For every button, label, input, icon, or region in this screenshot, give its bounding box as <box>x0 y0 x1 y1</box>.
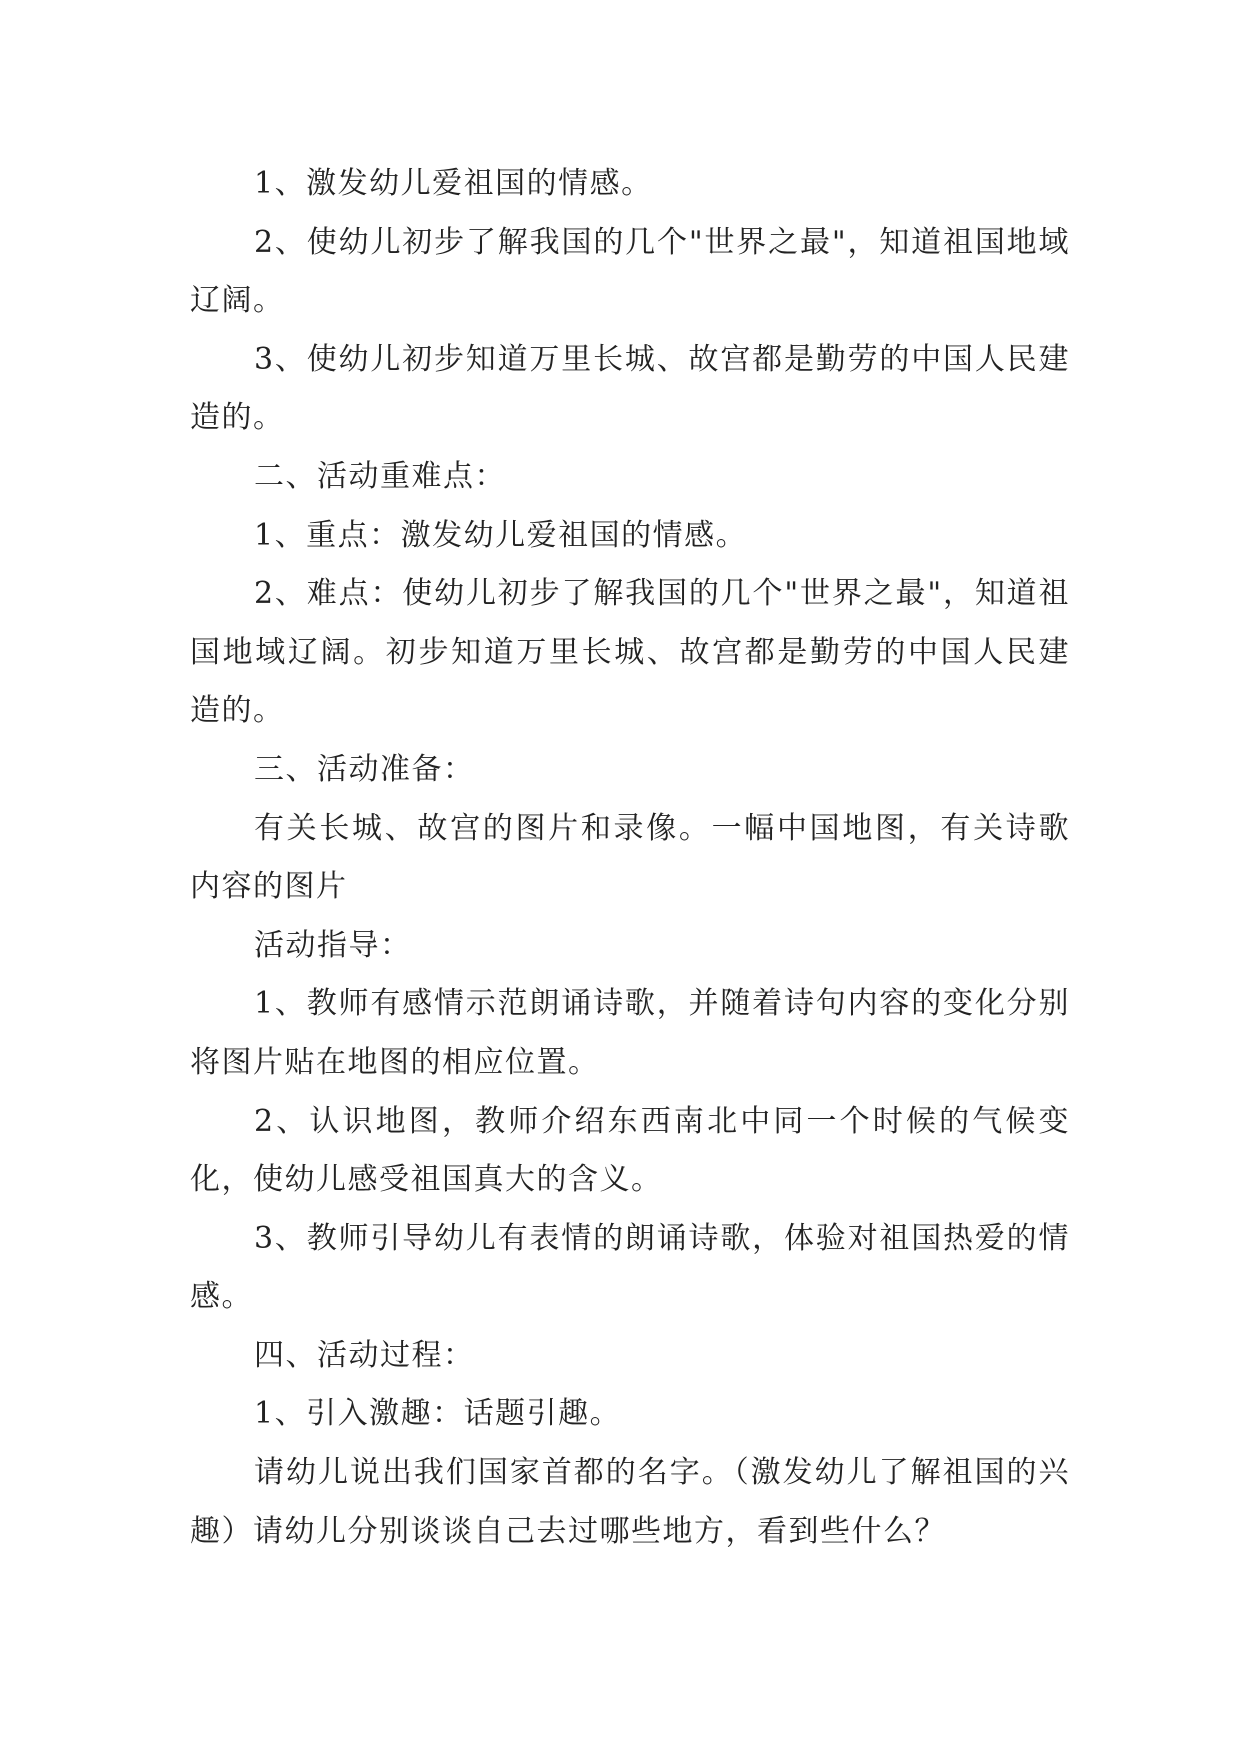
paragraph-goal-2: 2、使幼儿初步了解我国的几个"世界之最"，知道祖国地域辽阔。 <box>190 224 1070 319</box>
paragraph-key-point: 1、重点：激发幼儿爱祖国的情感。 <box>254 517 748 553</box>
section-heading-key-points: 二、活动重难点： <box>254 458 506 494</box>
paragraph-difficult-point: 2、难点：使幼儿初步了解我国的几个"世界之最"，知道祖国地域辽阔。初步知道万里长城、故宫都是勤劳的中国人民建造的。 <box>190 576 1070 729</box>
section-heading-preparation: 三、活动准备： <box>254 751 475 787</box>
paragraph-guidance-1: 1、教师有感情示范朗诵诗歌，并随着诗句内容的变化分别将图片贴在地图的相应位置。 <box>190 986 1070 1080</box>
section-heading-guidance: 活动指导： <box>254 927 412 963</box>
paragraph-goal-1: 1、激发幼儿爱祖国的情感。 <box>254 166 653 201</box>
paragraph-preparation: 有关长城、故宫的图片和录像。一幅中国地图，有关诗歌内容的图片 <box>190 810 1070 905</box>
paragraph-guidance-2: 2、认识地图，教师介绍东西南北中同一个时候的气候变化，使幼儿感受祖国真大的含义。 <box>190 1103 1070 1198</box>
section-heading-process: 四、活动过程： <box>254 1337 475 1373</box>
paragraph-process-detail: 请幼儿说出我们国家首都的名字。（激发幼儿了解祖国的兴趣）请幼儿分别谈谈自己去过哪些地方，看到些什么？ <box>190 1455 1070 1549</box>
document-body <box>190 155 1070 1561</box>
paragraph-goal-3: 3、使幼儿初步知道万里长城、故宫都是勤劳的中国人民建造的。 <box>190 341 1070 436</box>
paragraph-process-1: 1、引入激趣：话题引趣。 <box>254 1396 622 1432</box>
paragraph-guidance-3: 3、教师引导幼儿有表情的朗诵诗歌，体验对祖国热爱的情感。 <box>190 1220 1070 1315</box>
